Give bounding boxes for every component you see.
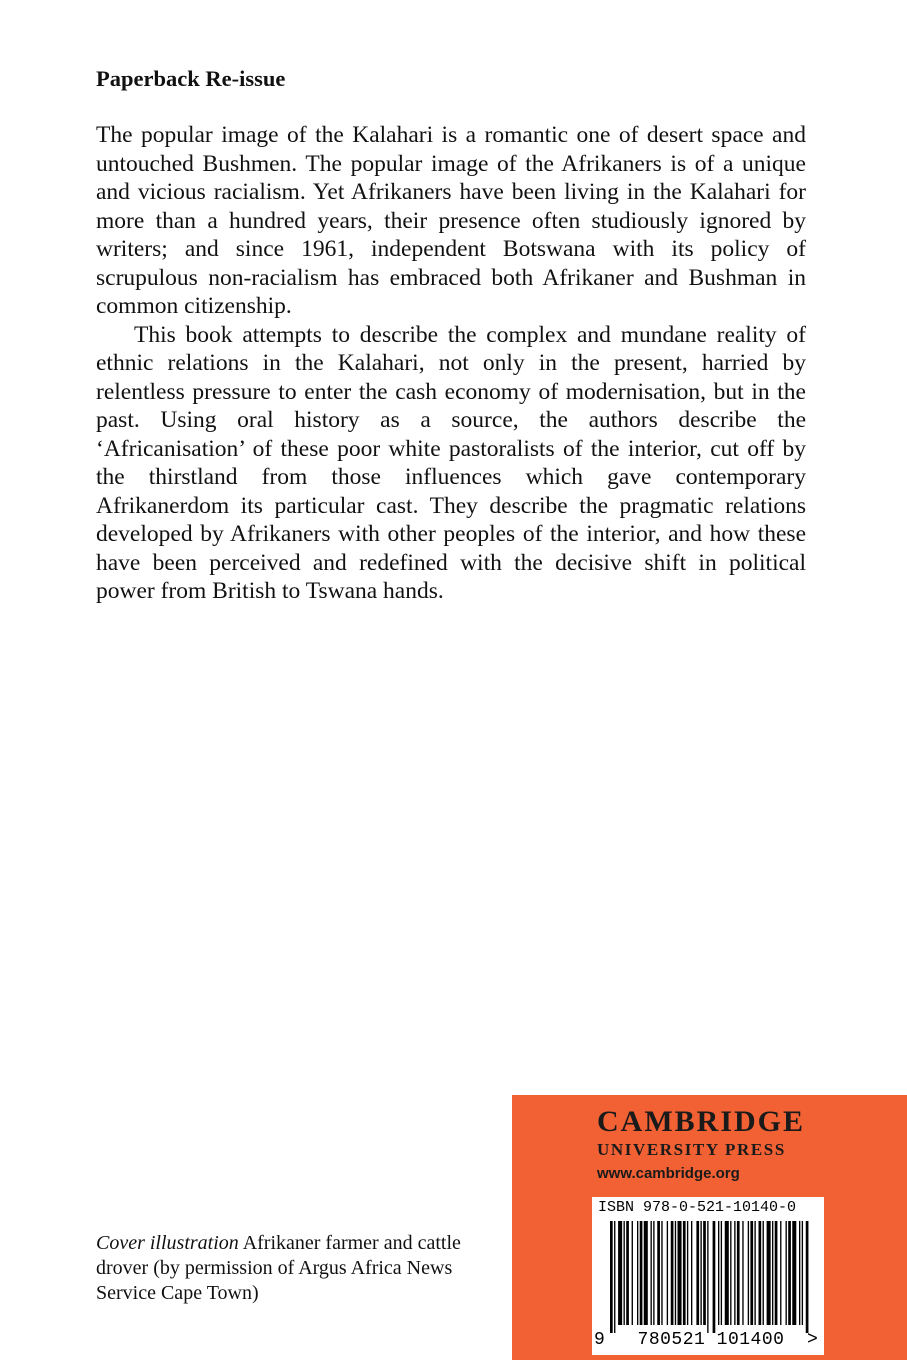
ean-lead-digit: 9 bbox=[594, 1330, 605, 1350]
isbn-number: ISBN 978-0-521-10140-0 bbox=[598, 1199, 797, 1216]
blurb-paragraph-2: This book attempts to describe the complex and mundane reality of ethnic relations in the Kalahari, not only in the present, harried by relentless pressure to enter the cash economy of modernisation, but in the past. Using oral history as a source, the authors describe the ‘Africanisation’ of these poor white pastoralists of the interior, cut off by the thirstland from those influences which gave contemporary Afrikanerdom its particular cast. They describe the pragmatic relations developed by Afrikaners with other peoples of the interior, and how these have been perceived and redefined with the decisive shift in political power from British to Tswana hands. bbox=[96, 321, 806, 604]
publisher-url: www.cambridge.org bbox=[597, 1165, 740, 1182]
cover-illustration-credit bbox=[96, 1231, 496, 1306]
ean-digits: 780521 101400 bbox=[637, 1330, 785, 1350]
blurb-paragraph-1: The popular image of the Kalahari is a romantic one of desert space and untouched Bushmen. The popular image of the Afrikaners is of a unique and vicious racialism. Yet Afrikaners have been living in the Kalahari for more than a hundred years, their presence often studiously ignored by writers; and since 1961, independent Botswana with its policy of scrupulous non-racialism has embraced both Afrikaner and Bushman in common citizenship. bbox=[96, 122, 806, 319]
publisher-block bbox=[512, 1095, 907, 1360]
publisher-subname: UNIVERSITY PRESS bbox=[597, 1140, 786, 1159]
blurb-text bbox=[96, 121, 806, 606]
publisher-name: CAMBRIDGE bbox=[597, 1105, 806, 1138]
barcode-box bbox=[592, 1197, 824, 1355]
cover-credit-label: Cover illustration bbox=[96, 1232, 239, 1254]
cover-credit-text: Afrikaner farmer and cattle drover (by permission of Argus Africa News Service Cape Town) bbox=[96, 1232, 461, 1304]
ean-arrow: > bbox=[807, 1330, 818, 1350]
section-heading: Paperback Re-issue bbox=[96, 66, 286, 91]
